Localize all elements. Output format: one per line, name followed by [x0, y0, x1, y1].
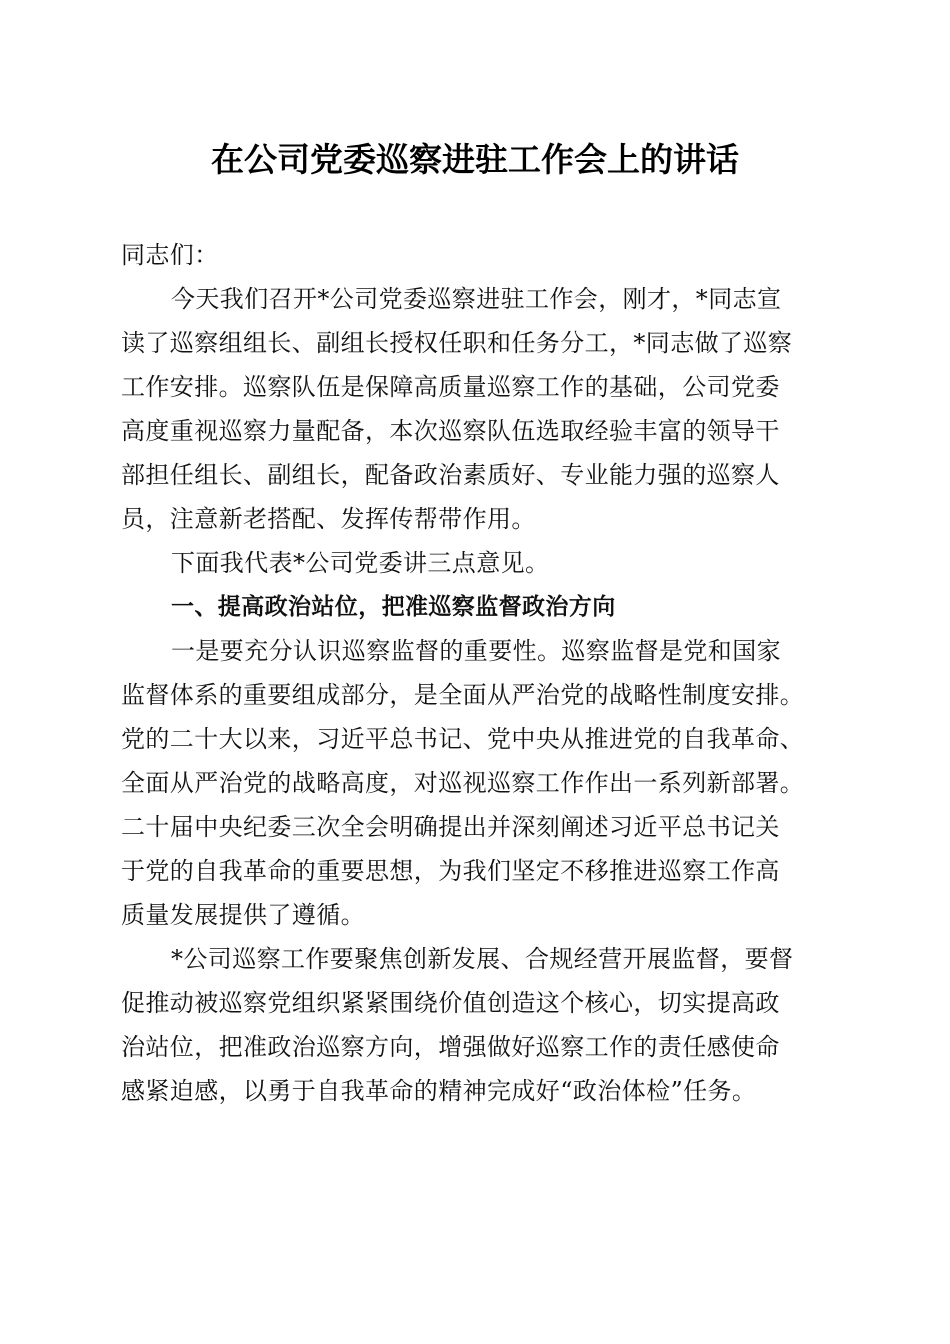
paragraph-line: 治站位，把准政治巡察方向，增强做好巡察工作的责任感使命 [121, 1033, 780, 1061]
paragraph-line: 部担任组长、副组长，配备政治素质好、专业能力强的巡察人 [121, 461, 780, 489]
paragraph-line: 于党的自我革命的重要思想，为我们坚定不移推进巡察工作高 [121, 857, 780, 885]
paragraph-line: 质量发展提供了遵循。 [121, 901, 365, 929]
section-heading: 一、提高政治站位，把准巡察监督政治方向 [171, 594, 616, 620]
salutation: 同志们： [121, 241, 219, 269]
paragraph-line: 下面我代表*公司党委讲三点意见。 [171, 549, 550, 577]
paragraph-line: 读了巡察组组长、副组长授权任职和任务分工，*同志做了巡察 [121, 329, 793, 357]
paragraph-line: 党的二十大以来，习近平总书记、党中央从推进党的自我革命、 [121, 725, 805, 753]
paragraph-line: 促推动被巡察党组织紧紧围绕价值创造这个核心，切实提高政 [121, 989, 780, 1017]
paragraph-line: *公司巡察工作要聚焦创新发展、合规经营开展监督，要督 [171, 945, 794, 973]
paragraph-line: 全面从严治党的战略高度，对巡视巡察工作作出一系列新部署。 [121, 769, 805, 797]
document-title: 在公司党委巡察进驻工作会上的讲话 [211, 140, 739, 179]
document-body [121, 233, 833, 1113]
paragraph-line: 员，注意新老搭配、发挥传帮带作用。 [121, 505, 536, 533]
paragraph-line: 今天我们召开*公司党委巡察进驻工作会，刚才，*同志宣 [171, 285, 782, 313]
paragraph-line: 感紧迫感，以勇于自我革命的精神完成好“政治体检”任务。 [121, 1077, 757, 1105]
paragraph-line: 二十届中央纪委三次全会明确提出并深刻阐述习近平总书记关 [121, 813, 780, 841]
paragraph-line: 一是要充分认识巡察监督的重要性。巡察监督是党和国家 [171, 637, 781, 665]
paragraph-line: 监督体系的重要组成部分，是全面从严治党的战略性制度安排。 [121, 681, 805, 709]
paragraph-line: 高度重视巡察力量配备，本次巡察队伍选取经验丰富的领导干 [121, 417, 780, 445]
paragraph-line: 工作安排。巡察队伍是保障高质量巡察工作的基础，公司党委 [121, 373, 780, 401]
